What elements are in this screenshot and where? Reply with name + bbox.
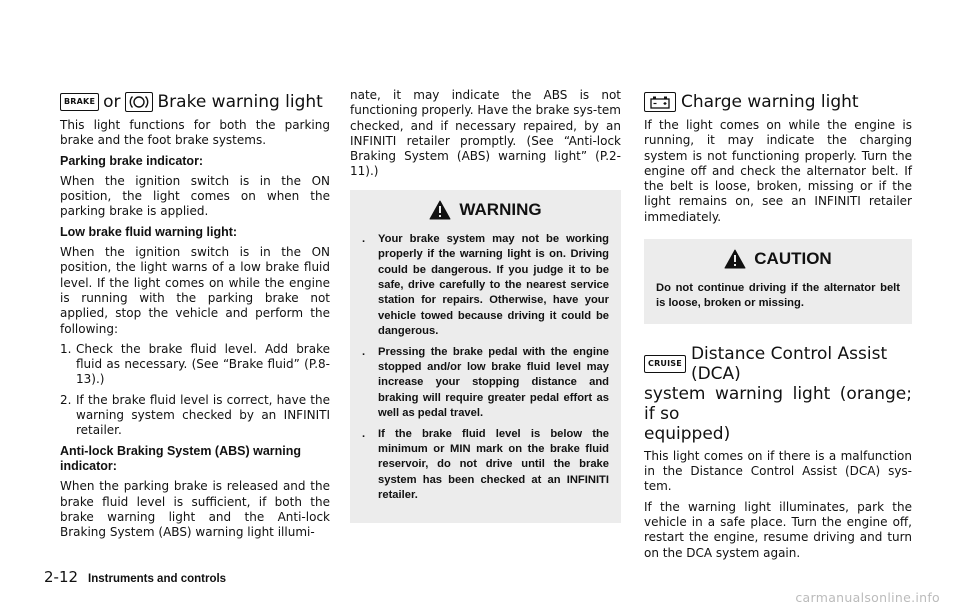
column-middle bbox=[350, 0, 621, 523]
list-item: 1. Check the brake fluid level. Add brake fluid as necessary. (See “Brake fluid” (P.8-13).) bbox=[60, 341, 330, 387]
list-item: 2. If the brake fluid level is correct, have the warning system checked by an INFINITI retailer. bbox=[60, 392, 330, 438]
parking-brake-text: When the ignition switch is in the ON position, the light comes on when the parking brake is applied. bbox=[60, 173, 330, 219]
list-item: . Pressing the brake pedal with the engine stopped and/or low brake fluid level may increase your stopping distance and braking will require greater pedal effort as well as pedal travel. bbox=[362, 345, 609, 420]
column-left bbox=[60, 0, 330, 540]
page-footer bbox=[44, 568, 226, 586]
cruise-badge-icon: CRUISE bbox=[644, 355, 686, 373]
dca-text-2: If the warning light illuminates, park the vehicle in a safe place. Turn the engine off, restart the engine, resume driving and turn on the DCA system again. bbox=[644, 499, 912, 560]
abs-title-line1: Anti-lock Braking System (ABS) warning bbox=[60, 443, 302, 458]
low-fluid-title: Low brake fluid warning light: bbox=[60, 224, 238, 239]
warning-title: WARNING bbox=[362, 200, 609, 220]
charge-text: If the light comes on while the engine is running, it may indicate the charging system is not functioning properly. Turn the engine off and check the alternator belt. If the belt is loose, broken, missing or if the light remains on, see an INFINITI retailer immediately. bbox=[644, 118, 912, 224]
dca-heading-line1: CRUISE Distance Control Assist (DCA) bbox=[644, 344, 912, 384]
brake-circle-icon bbox=[125, 92, 153, 112]
abs-text: When the parking brake is released and the brake fluid level is sufficient, if both the brake warning light and the Anti-lock Braking System (ABS) warning light illumi- bbox=[60, 479, 330, 540]
dca-text-1: This light comes on if there is a malfunction in the Distance Control Assist (DCA) sys-tem. bbox=[644, 448, 912, 494]
warning-list bbox=[362, 232, 609, 504]
watermark: carmanualsonline.info bbox=[795, 590, 940, 605]
parking-brake-title: Parking brake indicator: bbox=[60, 153, 204, 168]
caution-box bbox=[644, 239, 912, 324]
abs-continued-text: nate, it may indicate the ABS is not functioning properly. Have the brake sys-tem checked, and if necessary repaired, by an INFINITI retailer promptly. (See “Anti-lock Braking System (ABS) warning light” (P.2-11).) bbox=[350, 88, 621, 179]
caution-triangle-icon bbox=[724, 249, 746, 269]
brake-intro: This light functions for both the parking brake and the foot brake systems. bbox=[60, 118, 330, 148]
list-item: . Your brake system may not be working properly if the warning light is on. Driving could be dangerous. If you judge it to be safe, drive carefully to the nearest service station for repairs. Otherwise, have your vehicle towed because driving it could be dangerous. bbox=[362, 232, 609, 338]
caution-text: Do not continue driving if the alternator belt is loose, broken or missing. bbox=[656, 282, 900, 310]
warning-box bbox=[350, 190, 621, 523]
page-number: 2-12 bbox=[44, 568, 79, 586]
section-title: Instruments and controls bbox=[88, 573, 227, 585]
dca-heading-line2: system warning light (orange; if so bbox=[644, 383, 912, 424]
brake-heading-title: Brake warning light bbox=[157, 92, 323, 112]
battery-icon bbox=[644, 92, 676, 112]
brake-badge-icon: BRAKE bbox=[60, 93, 99, 111]
steps-list bbox=[60, 342, 330, 439]
low-fluid-text: When the ignition switch is in the ON position, the light warns of a low brake fluid level. If the light comes on while the engine is running with the parking brake not applied, stop the vehicle and perform the following: bbox=[60, 245, 330, 336]
brake-light-heading bbox=[60, 92, 330, 112]
column-right bbox=[644, 0, 912, 561]
abs-title-line2: indicator: bbox=[60, 458, 117, 473]
charge-heading-title: Charge warning light bbox=[681, 92, 859, 112]
or-text: or bbox=[103, 92, 121, 112]
dca-heading-line3: equipped) bbox=[644, 423, 731, 444]
caution-title: CAUTION bbox=[656, 249, 900, 269]
list-item: . If the brake fluid level is below the minimum or MIN mark on the brake fluid reservoir, do not drive until the brake system has been checked at an INFINITI retailer. bbox=[362, 427, 609, 502]
charge-light-heading bbox=[644, 92, 912, 112]
warning-triangle-icon bbox=[429, 200, 451, 220]
